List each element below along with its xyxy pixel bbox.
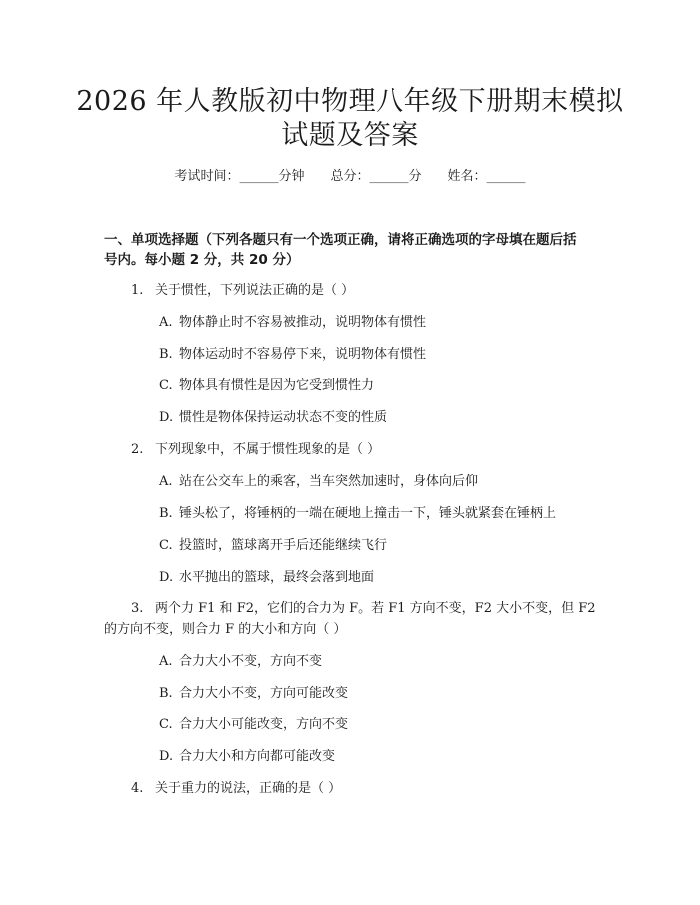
question-2-option-a bbox=[159, 473, 478, 491]
question-3-option-d bbox=[159, 748, 335, 766]
exam-time-field: 考试时间：______分钟 bbox=[174, 169, 305, 184]
option-text: 物体静止时不容易被推动，说明物体有惯性 bbox=[179, 315, 427, 330]
option-text: 惯性是物体保持运动状态不变的性质 bbox=[179, 410, 388, 425]
question-text: 关于重力的说法，正确的是（ ） bbox=[155, 781, 342, 796]
question-4 bbox=[131, 780, 341, 798]
question-number: 1. bbox=[131, 283, 144, 298]
option-letter: B. bbox=[159, 506, 173, 521]
option-letter: B. bbox=[159, 347, 173, 362]
option-text: 合力大小和方向都可能改变 bbox=[179, 749, 336, 764]
question-text: 关于惯性，下列说法正确的是（ ） bbox=[155, 283, 355, 298]
question-2-option-d bbox=[159, 569, 374, 587]
section-heading-line-2: 号内。每小题 2 分，共 20 分） bbox=[104, 252, 300, 268]
question-1-option-c bbox=[159, 377, 374, 395]
option-text: 水平抛出的篮球，最终会落到地面 bbox=[179, 570, 375, 585]
option-text: 合力大小可能改变，方向不变 bbox=[179, 717, 349, 732]
question-1-option-b bbox=[159, 346, 426, 364]
option-letter: A. bbox=[159, 315, 173, 330]
question-2 bbox=[131, 441, 380, 459]
question-1 bbox=[131, 282, 354, 300]
option-text: 合力大小不变，方向不变 bbox=[179, 654, 323, 669]
question-1-option-d bbox=[159, 409, 387, 427]
option-letter: D. bbox=[159, 570, 174, 585]
question-1-option-a bbox=[159, 314, 426, 332]
option-text: 合力大小不变，方向可能改变 bbox=[179, 686, 349, 701]
option-text: 物体运动时不容易停下来，说明物体有惯性 bbox=[179, 347, 427, 362]
question-text: 两个力 F1 和 F2，它们的合力为 F。若 F1 方向不变，F2 大小不变，但 F2 bbox=[155, 601, 596, 616]
question-3-option-c bbox=[159, 716, 348, 734]
option-letter: C. bbox=[159, 538, 173, 553]
question-2-option-c bbox=[159, 537, 387, 555]
question-number: 4. bbox=[131, 781, 144, 796]
option-text: 站在公交车上的乘客，当车突然加速时，身体向后仰 bbox=[179, 474, 479, 489]
student-name-field: 姓名：______ bbox=[447, 169, 526, 184]
question-3-option-b bbox=[159, 685, 348, 703]
exam-title-line-2: 试题及答案 bbox=[281, 120, 419, 151]
question-text: 下列现象中，不属于惯性现象的是（ ） bbox=[155, 442, 381, 457]
option-text: 物体具有惯性是因为它受到惯性力 bbox=[179, 378, 375, 393]
option-letter: A. bbox=[159, 474, 173, 489]
exam-title-line-1: 2026 年人教版初中物理八年级下册期末模拟 bbox=[76, 86, 624, 117]
total-score-field: 总分：______分 bbox=[330, 169, 422, 184]
question-number: 3. bbox=[131, 601, 144, 616]
option-letter: D. bbox=[159, 749, 174, 764]
option-text: 锤头松了，将锤柄的一端在硬地上撞击一下，锤头就紧套在锤柄上 bbox=[179, 506, 557, 521]
question-2-option-b bbox=[159, 505, 556, 523]
question-3-continuation: 的方向不变，则合力 F 的大小和方向（ ） bbox=[104, 622, 347, 637]
option-text: 投篮时，篮球离开手后还能继续飞行 bbox=[179, 538, 388, 553]
option-letter: A. bbox=[159, 654, 173, 669]
question-3 bbox=[131, 600, 596, 618]
question-3-option-a bbox=[159, 653, 322, 671]
option-letter: C. bbox=[159, 378, 173, 393]
option-letter: C. bbox=[159, 717, 173, 732]
exam-meta bbox=[0, 168, 700, 186]
section-heading-line-1: 一、单项选择题（下列各题只有一个选项正确，请将正确选项的字母填在题后括 bbox=[104, 232, 577, 248]
option-letter: B. bbox=[159, 686, 173, 701]
question-number: 2. bbox=[131, 442, 144, 457]
option-letter: D. bbox=[159, 410, 174, 425]
